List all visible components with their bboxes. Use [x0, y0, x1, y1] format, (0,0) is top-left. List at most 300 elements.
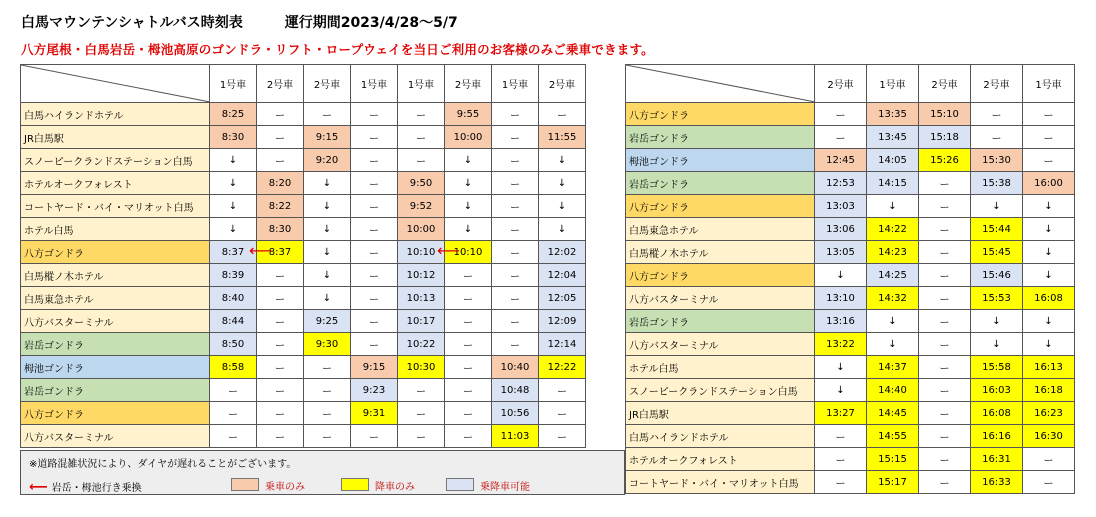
time-cell: ー: [539, 379, 586, 402]
stop-name: ホテルオークフォレスト: [21, 172, 210, 195]
time-cell: 14:23: [867, 241, 919, 264]
time-cell: ー: [492, 241, 539, 264]
time-cell: 8:39: [210, 264, 257, 287]
time-cell: ↓: [815, 264, 867, 287]
stop-name: スノーピークランドステーション白馬: [21, 149, 210, 172]
table-row: [626, 356, 1075, 379]
time-cell: ↓: [210, 172, 257, 195]
time-cell: 15:15: [867, 448, 919, 471]
time-cell: 13:05: [815, 241, 867, 264]
table-row: [626, 287, 1075, 310]
time-cell: ー: [492, 310, 539, 333]
time-cell: ー: [398, 103, 445, 126]
time-cell: 9:31: [351, 402, 398, 425]
stop-name: 岩岳ゴンドラ: [626, 126, 815, 149]
table-row: [626, 425, 1075, 448]
time-cell: 15:38: [971, 172, 1023, 195]
time-cell: 10:00: [445, 126, 492, 149]
eligibility-notice: 八方尾根・白馬岩岳・栂池高原のゴンドラ・リフト・ロープウェイを当日ご利用のお客様のみご乗車できます。: [21, 42, 654, 57]
time-cell: ー: [398, 149, 445, 172]
time-cell: ー: [919, 402, 971, 425]
table-row: [21, 103, 586, 126]
time-cell: ↓: [304, 172, 351, 195]
time-cell: ー: [304, 425, 351, 448]
table-row: [626, 471, 1075, 494]
time-cell: ↓: [304, 241, 351, 264]
time-cell: ↓: [1023, 333, 1075, 356]
delay-note: ※道路混雑状況により、ダイヤが遅れることがございます。: [29, 459, 297, 470]
time-cell: ー: [304, 379, 351, 402]
table-row: [626, 310, 1075, 333]
time-cell: ー: [351, 310, 398, 333]
time-cell: 8:37: [257, 241, 304, 264]
time-cell: ー: [257, 149, 304, 172]
bus-header: 2号車: [815, 65, 867, 103]
time-cell: 14:45: [867, 402, 919, 425]
time-cell: 12:04: [539, 264, 586, 287]
time-cell: ー: [351, 241, 398, 264]
time-cell: ー: [257, 126, 304, 149]
stop-name: ホテル白馬: [21, 218, 210, 241]
time-cell: 14:37: [867, 356, 919, 379]
time-cell: 9:15: [351, 356, 398, 379]
time-cell: ー: [919, 218, 971, 241]
time-cell: ー: [445, 333, 492, 356]
time-cell: ー: [539, 103, 586, 126]
table-row: [21, 356, 586, 379]
bus-header: 1号車: [351, 65, 398, 103]
time-cell: 16:00: [1023, 172, 1075, 195]
time-cell: 16:13: [1023, 356, 1075, 379]
table-row: [626, 103, 1075, 126]
time-cell: ー: [1023, 126, 1075, 149]
time-cell: ー: [492, 333, 539, 356]
time-cell: ー: [492, 103, 539, 126]
time-cell: 12:14: [539, 333, 586, 356]
time-cell: ー: [351, 103, 398, 126]
table-row: [626, 218, 1075, 241]
time-cell: ー: [815, 126, 867, 149]
stop-name: ホテル白馬: [626, 356, 815, 379]
transfer-note: [29, 479, 142, 495]
table-row: [626, 126, 1075, 149]
time-cell: ー: [445, 402, 492, 425]
time-cell: ー: [445, 287, 492, 310]
time-cell: 8:50: [210, 333, 257, 356]
time-cell: ー: [210, 402, 257, 425]
time-cell: ー: [351, 287, 398, 310]
time-cell: ↓: [1023, 241, 1075, 264]
time-cell: 12:05: [539, 287, 586, 310]
time-cell: ー: [1023, 149, 1075, 172]
stop-name: JR白馬駅: [626, 402, 815, 425]
time-cell: ー: [919, 287, 971, 310]
time-cell: ー: [919, 310, 971, 333]
time-cell: ↓: [1023, 264, 1075, 287]
time-cell: 15:44: [971, 218, 1023, 241]
time-cell: ↓: [971, 333, 1023, 356]
time-cell: ↓: [1023, 310, 1075, 333]
time-cell: ↓: [445, 149, 492, 172]
time-cell: 16:23: [1023, 402, 1075, 425]
time-cell: ー: [919, 356, 971, 379]
time-cell: ー: [539, 425, 586, 448]
time-cell: ー: [539, 402, 586, 425]
time-cell: ー: [257, 379, 304, 402]
time-cell: ↓: [1023, 218, 1075, 241]
time-cell: ー: [351, 425, 398, 448]
stop-name: 白馬ハイランドホテル: [21, 103, 210, 126]
transfer-arrow-icon: ⟵: [249, 241, 272, 260]
bus-header: 1号車: [1023, 65, 1075, 103]
table-row: [626, 241, 1075, 264]
bus-header: 2号車: [304, 65, 351, 103]
time-cell: 15:30: [971, 149, 1023, 172]
header-row: [21, 65, 586, 103]
table-row: [21, 425, 586, 448]
time-cell: ー: [445, 356, 492, 379]
time-cell: 16:03: [971, 379, 1023, 402]
time-cell: 9:25: [304, 310, 351, 333]
time-cell: ↓: [210, 195, 257, 218]
table-row: [21, 241, 586, 264]
time-cell: ー: [257, 310, 304, 333]
legend-alighting-label: 降車のみ: [375, 482, 415, 493]
time-cell: 14:55: [867, 425, 919, 448]
time-cell: 9:30: [304, 333, 351, 356]
legend-boarding-label: 乗車のみ: [265, 482, 305, 493]
time-cell: ↓: [304, 218, 351, 241]
stop-name: スノーピークランドステーション白馬: [626, 379, 815, 402]
table-row: [626, 333, 1075, 356]
time-cell: 15:53: [971, 287, 1023, 310]
time-cell: 15:17: [867, 471, 919, 494]
table-row: [626, 448, 1075, 471]
time-cell: ↓: [539, 195, 586, 218]
time-cell: ー: [1023, 103, 1075, 126]
time-cell: ↓: [1023, 195, 1075, 218]
time-cell: ー: [351, 195, 398, 218]
time-cell: 14:05: [867, 149, 919, 172]
table-row: [21, 172, 586, 195]
time-cell: ↓: [445, 218, 492, 241]
time-cell: 13:45: [867, 126, 919, 149]
time-cell: ー: [304, 356, 351, 379]
bus-header: 2号車: [257, 65, 304, 103]
time-cell: ↓: [815, 379, 867, 402]
time-cell: ー: [815, 103, 867, 126]
time-cell: 10:48: [492, 379, 539, 402]
time-cell: 13:16: [815, 310, 867, 333]
time-cell: ↓: [304, 264, 351, 287]
time-cell: ー: [351, 149, 398, 172]
time-cell: ー: [919, 471, 971, 494]
time-cell: ー: [971, 126, 1023, 149]
time-cell: 9:23: [351, 379, 398, 402]
legend-swatch-boarding: [231, 478, 259, 491]
time-cell: 13:35: [867, 103, 919, 126]
time-cell: 8:30: [210, 126, 257, 149]
time-cell: ー: [445, 264, 492, 287]
time-cell: ↓: [815, 356, 867, 379]
time-cell: 12:09: [539, 310, 586, 333]
table-row: [626, 264, 1075, 287]
time-cell: ー: [351, 218, 398, 241]
timetable-left: [20, 64, 586, 448]
time-cell: 10:13: [398, 287, 445, 310]
time-cell: ↓: [304, 195, 351, 218]
table-row: [21, 218, 586, 241]
bus-header: 2号車: [539, 65, 586, 103]
table-row: [626, 149, 1075, 172]
time-cell: ↓: [867, 333, 919, 356]
time-cell: ↓: [304, 287, 351, 310]
time-cell: 15:10: [919, 103, 971, 126]
time-cell: 11:55: [539, 126, 586, 149]
bus-header: 1号車: [492, 65, 539, 103]
table-row: [21, 264, 586, 287]
time-cell: ↓: [971, 195, 1023, 218]
time-cell: 16:31: [971, 448, 1023, 471]
time-cell: ー: [351, 264, 398, 287]
timetable-title: 白馬マウンテンシャトルバス時刻表: [21, 15, 243, 31]
time-cell: 8:40: [210, 287, 257, 310]
stop-name: 岩岳ゴンドラ: [21, 379, 210, 402]
stop-name: 岩岳ゴンドラ: [626, 310, 815, 333]
stop-name: 八方バスターミナル: [626, 287, 815, 310]
time-cell: ー: [919, 195, 971, 218]
time-cell: 8:25: [210, 103, 257, 126]
stop-name: 栂池ゴンドラ: [626, 149, 815, 172]
time-cell: 12:45: [815, 149, 867, 172]
time-cell: 13:06: [815, 218, 867, 241]
time-cell: ー: [492, 218, 539, 241]
time-cell: ー: [398, 425, 445, 448]
time-cell: ー: [971, 103, 1023, 126]
time-cell: ー: [257, 425, 304, 448]
table-row: [21, 333, 586, 356]
time-cell: 16:30: [1023, 425, 1075, 448]
time-cell: ー: [492, 149, 539, 172]
stop-name: 八方バスターミナル: [21, 425, 210, 448]
time-cell: 10:56: [492, 402, 539, 425]
legend-swatch-alighting: [341, 478, 369, 491]
time-cell: ー: [919, 172, 971, 195]
time-cell: 16:18: [1023, 379, 1075, 402]
time-cell: 15:46: [971, 264, 1023, 287]
time-cell: ↓: [210, 218, 257, 241]
header-row: [626, 65, 1075, 103]
page-title: [21, 12, 458, 32]
time-cell: 11:03: [492, 425, 539, 448]
time-cell: 16:08: [1023, 287, 1075, 310]
time-cell: 9:52: [398, 195, 445, 218]
time-cell: 15:45: [971, 241, 1023, 264]
stop-name: 白馬樅ノ木ホテル: [626, 241, 815, 264]
time-cell: ー: [257, 333, 304, 356]
table-row: [21, 149, 586, 172]
time-cell: 12:02: [539, 241, 586, 264]
time-cell: ー: [492, 264, 539, 287]
stop-name: 八方ゴンドラ: [21, 402, 210, 425]
bus-header: 1号車: [867, 65, 919, 103]
table-row: [626, 379, 1075, 402]
time-cell: 15:18: [919, 126, 971, 149]
time-cell: ー: [210, 379, 257, 402]
table-row: [626, 172, 1075, 195]
time-cell: ー: [1023, 448, 1075, 471]
stop-name: 岩岳ゴンドラ: [21, 333, 210, 356]
stop-name: 栂池ゴンドラ: [21, 356, 210, 379]
time-cell: 12:22: [539, 356, 586, 379]
time-cell: ー: [351, 126, 398, 149]
time-cell: ↓: [971, 310, 1023, 333]
diagonal-header-cell: [626, 65, 815, 103]
bus-header: 1号車: [398, 65, 445, 103]
time-cell: ー: [445, 310, 492, 333]
stop-name: JR白馬駅: [21, 126, 210, 149]
time-cell: ー: [398, 402, 445, 425]
time-cell: 8:22: [257, 195, 304, 218]
time-cell: ー: [492, 172, 539, 195]
time-cell: 14:40: [867, 379, 919, 402]
time-cell: ↓: [539, 172, 586, 195]
time-cell: ー: [398, 126, 445, 149]
time-cell: ー: [919, 333, 971, 356]
stop-name: 白馬樅ノ木ホテル: [21, 264, 210, 287]
time-cell: ↓: [539, 218, 586, 241]
time-cell: ー: [919, 425, 971, 448]
time-cell: 8:20: [257, 172, 304, 195]
time-cell: ー: [304, 402, 351, 425]
stop-name: 白馬ハイランドホテル: [626, 425, 815, 448]
stop-name: コートヤード・バイ・マリオット白馬: [626, 471, 815, 494]
stop-name: 八方バスターミナル: [626, 333, 815, 356]
bus-header: 1号車: [210, 65, 257, 103]
time-cell: ↓: [445, 172, 492, 195]
transfer-arrow-icon: ⟵: [29, 480, 48, 495]
table-row: [626, 195, 1075, 218]
time-cell: 10:12: [398, 264, 445, 287]
legend-both-label: 乗降車可能: [480, 482, 530, 493]
time-cell: 13:10: [815, 287, 867, 310]
table-row: [21, 379, 586, 402]
table-row: [21, 126, 586, 149]
time-cell: ー: [398, 379, 445, 402]
time-cell: ー: [445, 425, 492, 448]
stop-name: コートヤード・バイ・マリオット白馬: [21, 195, 210, 218]
table-row: [21, 195, 586, 218]
stop-name: 八方バスターミナル: [21, 310, 210, 333]
bus-header: 2号車: [971, 65, 1023, 103]
time-cell: 16:16: [971, 425, 1023, 448]
time-cell: ↓: [539, 149, 586, 172]
stop-name: 八方ゴンドラ: [626, 103, 815, 126]
time-cell: 14:22: [867, 218, 919, 241]
table-row: [21, 287, 586, 310]
time-cell: 13:27: [815, 402, 867, 425]
stop-name: 岩岳ゴンドラ: [626, 172, 815, 195]
time-cell: ー: [919, 379, 971, 402]
time-cell: ↓: [445, 195, 492, 218]
time-cell: 15:58: [971, 356, 1023, 379]
time-cell: ー: [257, 264, 304, 287]
time-cell: ー: [919, 448, 971, 471]
table-row: [21, 310, 586, 333]
time-cell: ー: [257, 402, 304, 425]
stop-name: 八方ゴンドラ: [626, 195, 815, 218]
time-cell: ー: [351, 172, 398, 195]
time-cell: ー: [351, 333, 398, 356]
time-cell: ー: [919, 241, 971, 264]
time-cell: ー: [1023, 471, 1075, 494]
time-cell: 15:26: [919, 149, 971, 172]
time-cell: 8:30: [257, 218, 304, 241]
time-cell: 10:10: [445, 241, 492, 264]
timetable-right: [625, 64, 1075, 494]
time-cell: 10:10: [398, 241, 445, 264]
time-cell: ー: [257, 287, 304, 310]
time-cell: ー: [257, 356, 304, 379]
time-cell: ー: [815, 471, 867, 494]
time-cell: ー: [492, 126, 539, 149]
time-cell: 10:17: [398, 310, 445, 333]
time-cell: 10:22: [398, 333, 445, 356]
stop-name: 八方ゴンドラ: [21, 241, 210, 264]
bus-header: 2号車: [919, 65, 971, 103]
time-cell: ー: [919, 264, 971, 287]
table-row: [21, 402, 586, 425]
time-cell: ↓: [867, 195, 919, 218]
legend-swatch-both: [446, 478, 474, 491]
time-cell: 14:25: [867, 264, 919, 287]
stop-name: 白馬東急ホテル: [21, 287, 210, 310]
time-cell: 14:32: [867, 287, 919, 310]
stop-name: 八方ゴンドラ: [626, 264, 815, 287]
time-cell: ー: [815, 425, 867, 448]
time-cell: ー: [492, 195, 539, 218]
time-cell: ↓: [210, 149, 257, 172]
time-cell: 14:15: [867, 172, 919, 195]
time-cell: ー: [492, 287, 539, 310]
time-cell: 9:15: [304, 126, 351, 149]
time-cell: ー: [304, 103, 351, 126]
operation-period: 運行期間2023/4/28〜5/7: [284, 15, 458, 31]
time-cell: 9:20: [304, 149, 351, 172]
stop-name: ホテルオークフォレスト: [626, 448, 815, 471]
diagonal-header-cell: [21, 65, 210, 103]
time-cell: 8:44: [210, 310, 257, 333]
transfer-label: 岩岳・栂池行き乗換: [51, 483, 142, 494]
time-cell: 8:58: [210, 356, 257, 379]
time-cell: 12:53: [815, 172, 867, 195]
time-cell: ー: [815, 448, 867, 471]
time-cell: ー: [257, 103, 304, 126]
time-cell: 16:33: [971, 471, 1023, 494]
time-cell: 9:55: [445, 103, 492, 126]
time-cell: 10:00: [398, 218, 445, 241]
footnote-area: [20, 450, 625, 495]
stop-name: 白馬東急ホテル: [626, 218, 815, 241]
bus-header: 2号車: [445, 65, 492, 103]
time-cell: 10:40: [492, 356, 539, 379]
time-cell: ー: [445, 379, 492, 402]
time-cell: 13:03: [815, 195, 867, 218]
time-cell: ↓: [867, 310, 919, 333]
time-cell: ー: [210, 425, 257, 448]
time-cell: 13:22: [815, 333, 867, 356]
transfer-arrow-icon: ⟵: [437, 241, 460, 260]
